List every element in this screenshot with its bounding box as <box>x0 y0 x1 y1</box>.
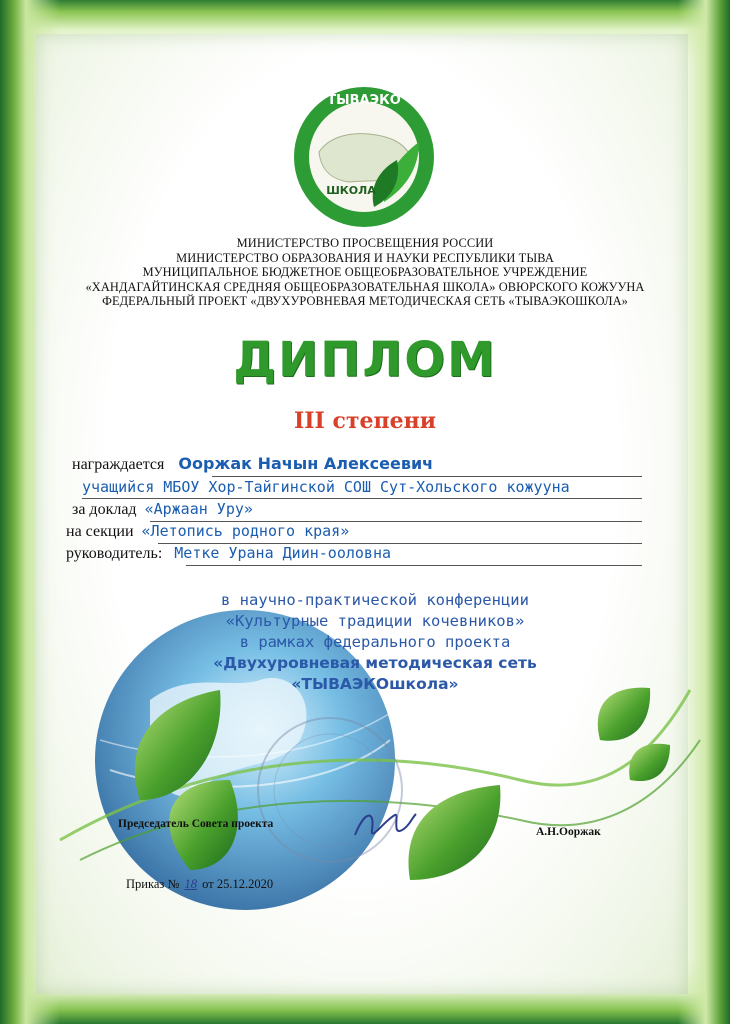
conference-line: в научно-практической конференции <box>221 591 529 609</box>
order-prefix: Приказ № <box>126 877 180 891</box>
header-line: МИНИСТЕРСТВО ОБРАЗОВАНИЯ И НАУКИ РЕСПУБЛИКИ ТЫВА <box>176 250 554 265</box>
tyvaeko-school-logo <box>289 82 439 232</box>
conference-line: «ТЫВАЭКОшкола» <box>291 675 459 693</box>
conference-text <box>120 590 630 695</box>
awarded-row <box>72 454 433 474</box>
report-row <box>72 500 253 519</box>
student-info: учащийся МБОУ Хор-Тайгинской СОШ Сут-Хольского кожууна <box>82 478 570 496</box>
report-title: «Аржаан Уру» <box>144 500 253 518</box>
student-row <box>82 478 570 497</box>
awarded-label: награждается <box>72 456 165 473</box>
header-line: «ХАНДАГАЙТИНСКАЯ СРЕДНЯЯ ОБЩЕОБРАЗОВАТЕЛЬНАЯ ШКОЛА» ОВЮРСКОГО КОЖУУНА <box>85 279 645 294</box>
issuer-header <box>60 236 670 309</box>
order-date: от 25.12.2020 <box>202 877 274 891</box>
conference-line: в рамках федерального проекта <box>239 633 511 651</box>
diploma-degree: III степени <box>293 408 437 434</box>
header-line: ФЕДЕРАЛЬНЫЙ ПРОЕКТ «ДВУХУРОВНЕВАЯ МЕТОДИЧЕСКАЯ СЕТЬ «ТЫВАЭКОШКОЛА» <box>102 294 628 309</box>
section-row <box>66 522 349 541</box>
conference-line: «Культурные традиции кочевников» <box>225 612 525 630</box>
signature-role: Председатель Совета проекта <box>118 818 274 830</box>
logo-bottom-text: ШКОЛА <box>326 184 376 197</box>
awardee-name: Ооржак Начын Алексеевич <box>178 454 434 473</box>
supervisor-label: руководитель: <box>66 545 163 562</box>
conference-line: «Двухуровневая методическая сеть <box>213 654 537 672</box>
header-line: МУНИЦИПАЛЬНОЕ БЮДЖЕТНОЕ ОБЩЕОБРАЗОВАТЕЛЬНОЕ УЧРЕЖДЕНИЕ <box>142 265 588 280</box>
order-info <box>126 877 273 892</box>
section-label: на секции <box>66 523 134 540</box>
logo-top-text: ТЫВАЭКО <box>327 93 401 108</box>
supervisor-row <box>66 544 391 563</box>
diploma-title: ДИПЛОМ <box>233 332 497 388</box>
section-name: «Летопись родного края» <box>141 522 350 540</box>
report-label: за доклад <box>72 501 137 518</box>
header-line: МИНИСТЕРСТВО ПРОСВЕЩЕНИЯ РОССИИ <box>236 236 494 250</box>
supervisor-name: Метке Урана Диин-ооловна <box>174 544 392 562</box>
underline <box>186 565 642 566</box>
signature-icon <box>350 800 420 850</box>
underline <box>212 476 642 477</box>
underline <box>82 498 642 499</box>
signer-name: А.Н.Ооржак <box>536 826 601 838</box>
order-number: 18 <box>184 877 198 891</box>
